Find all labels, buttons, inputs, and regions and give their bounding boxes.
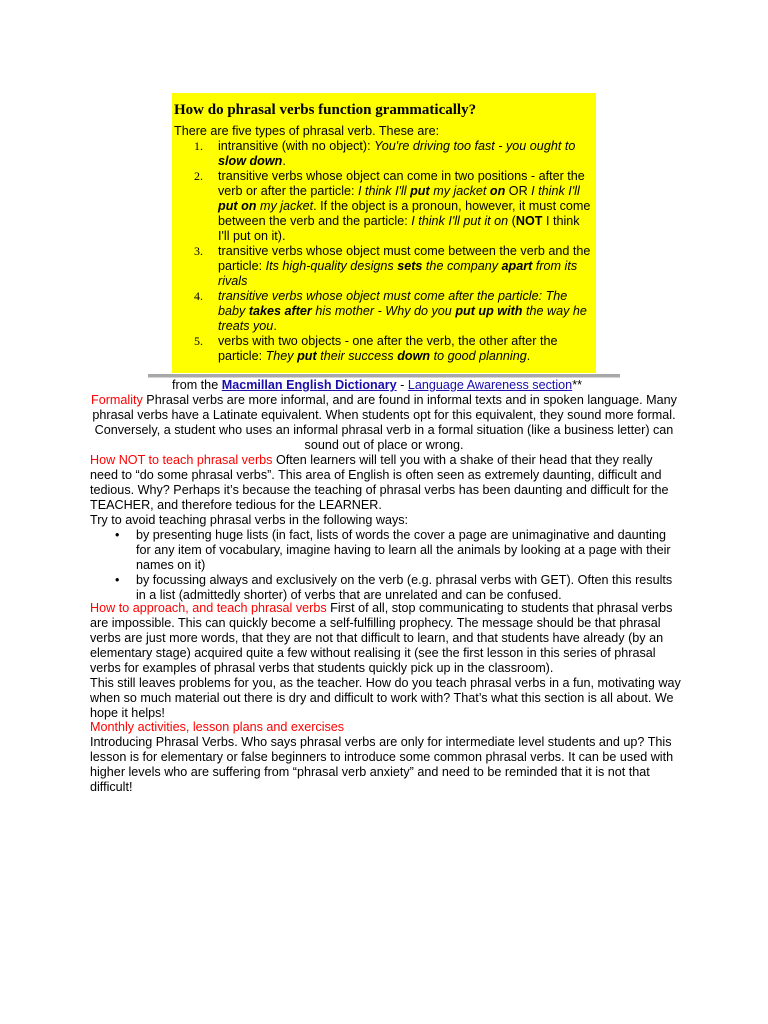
bullet-icon: • [115, 528, 120, 542]
source-line: from the Macmillan English Dictionary - Language Awareness section** [172, 378, 582, 392]
monthly-paragraph: Introducing Phrasal Verbs. Who says phrasal verbs are only for intermediate level students and up? This lesson is for elementary or false beginners to introduce some common phrasal verbs. It can be used with higher levels who are suffering from “phrasal verb anxiety” and need to be reminded that it is not that difficult! [90, 735, 674, 794]
how-not-paragraph: How NOT to teach phrasal verbs Often learners will tell you with a shake of their head that they really need to “do some phrasal verbs”. This area of English is often seen as extremely daunting, difficult and tedious. Why? Perhaps it’s because the teaching of phrasal verbs has been daunting and difficult for the TEACHER, and therefore tedious for the LEARNER. [90, 453, 669, 512]
avoid-intro: Try to avoid teaching phrasal verbs in the following ways: [90, 513, 409, 527]
highlight-box [172, 93, 596, 373]
approach-paragraph-2: This still leaves problems for you, as the teacher. How do you teach phrasal verbs in a fun, motivating way when so much material out there is dry and difficult to work with? That’s what this section is all about. We hope it helps! [90, 676, 681, 720]
approach-heading: How to approach, and teach phrasal verbs [90, 601, 327, 615]
list-item: • by focussing always and exclusively on the verb (e.g. phrasal verbs with GET). Often this results in a list (admittedly shorter) of verbs that are unrelated and can be confused. [115, 573, 673, 602]
formality-heading: Formality [91, 393, 143, 407]
list-item: 5. verbs with two objects - one after the verb, the other after the particle: They put their success down to good planning. [194, 334, 558, 363]
bullet-icon: • [115, 573, 120, 587]
monthly-heading: Monthly activities, lesson plans and exercises [90, 720, 345, 734]
formality-paragraph: Formality Phrasal verbs are more informal, and are found in informal texts and in spoken language. Many phrasal verbs have a Latinate equivalent. When students opt for this equivalent, they sound more formal. Conversely, a student who uses an informal phrasal verb in a formal situation (like a business letter) can sound out of place or wrong. [91, 393, 677, 452]
how-not-heading: How NOT to teach phrasal verbs [90, 453, 273, 467]
list-item: 4. transitive verbs whose object must come after the particle: The baby takes after his mother - Why do you put up with the way he treats you. [194, 289, 587, 333]
box-intro: There are five types of phrasal verb. These are: [174, 124, 440, 138]
list-item: 3. transitive verbs whose object must come between the verb and the particle: Its high-quality designs sets the company apart from its rivals [194, 244, 591, 288]
avoid-list [90, 528, 682, 603]
language-awareness-link[interactable]: Language Awareness section [407, 378, 573, 392]
approach-paragraph: How to approach, and teach phrasal verbs First of all, stop communicating to students that phrasal verbs are impossible. This can quickly become a self-fulfilling prophecy. The message should be that phrasal verbs are just more words, that they are not that difficult to learn, and that students have already (by an elementary stage) acquired quite a few without realising it (see the first lesson in this series of phrasal verbs for examples of phrasal verbs that students quickly pick up in the classroom). [90, 601, 673, 675]
list-item: 2. transitive verbs whose object can come in two positions - after the verb or after the particle: I think I'll put my jacket on OR I think I'll put on my jacket. If the object is a pronoun, however, it must come between the verb and the particle: I think I'll put it on (NOT I think I'll put on it). [194, 169, 591, 243]
list-item: • by presenting huge lists (in fact, lists of words the cover a page are unimaginative and daunting for any item of vocabulary, imagine having to learn all the animals by looking at a page with their names on it) [115, 528, 671, 572]
box-title: How do phrasal verbs function grammatically? [174, 102, 477, 118]
phrasal-verb-types-list [173, 139, 596, 364]
list-item: 1. intransitive (with no object): You're driving too fast - you ought to slow down. [194, 139, 576, 168]
macmillan-dictionary-link[interactable]: Macmillan English Dictionary [221, 378, 397, 392]
